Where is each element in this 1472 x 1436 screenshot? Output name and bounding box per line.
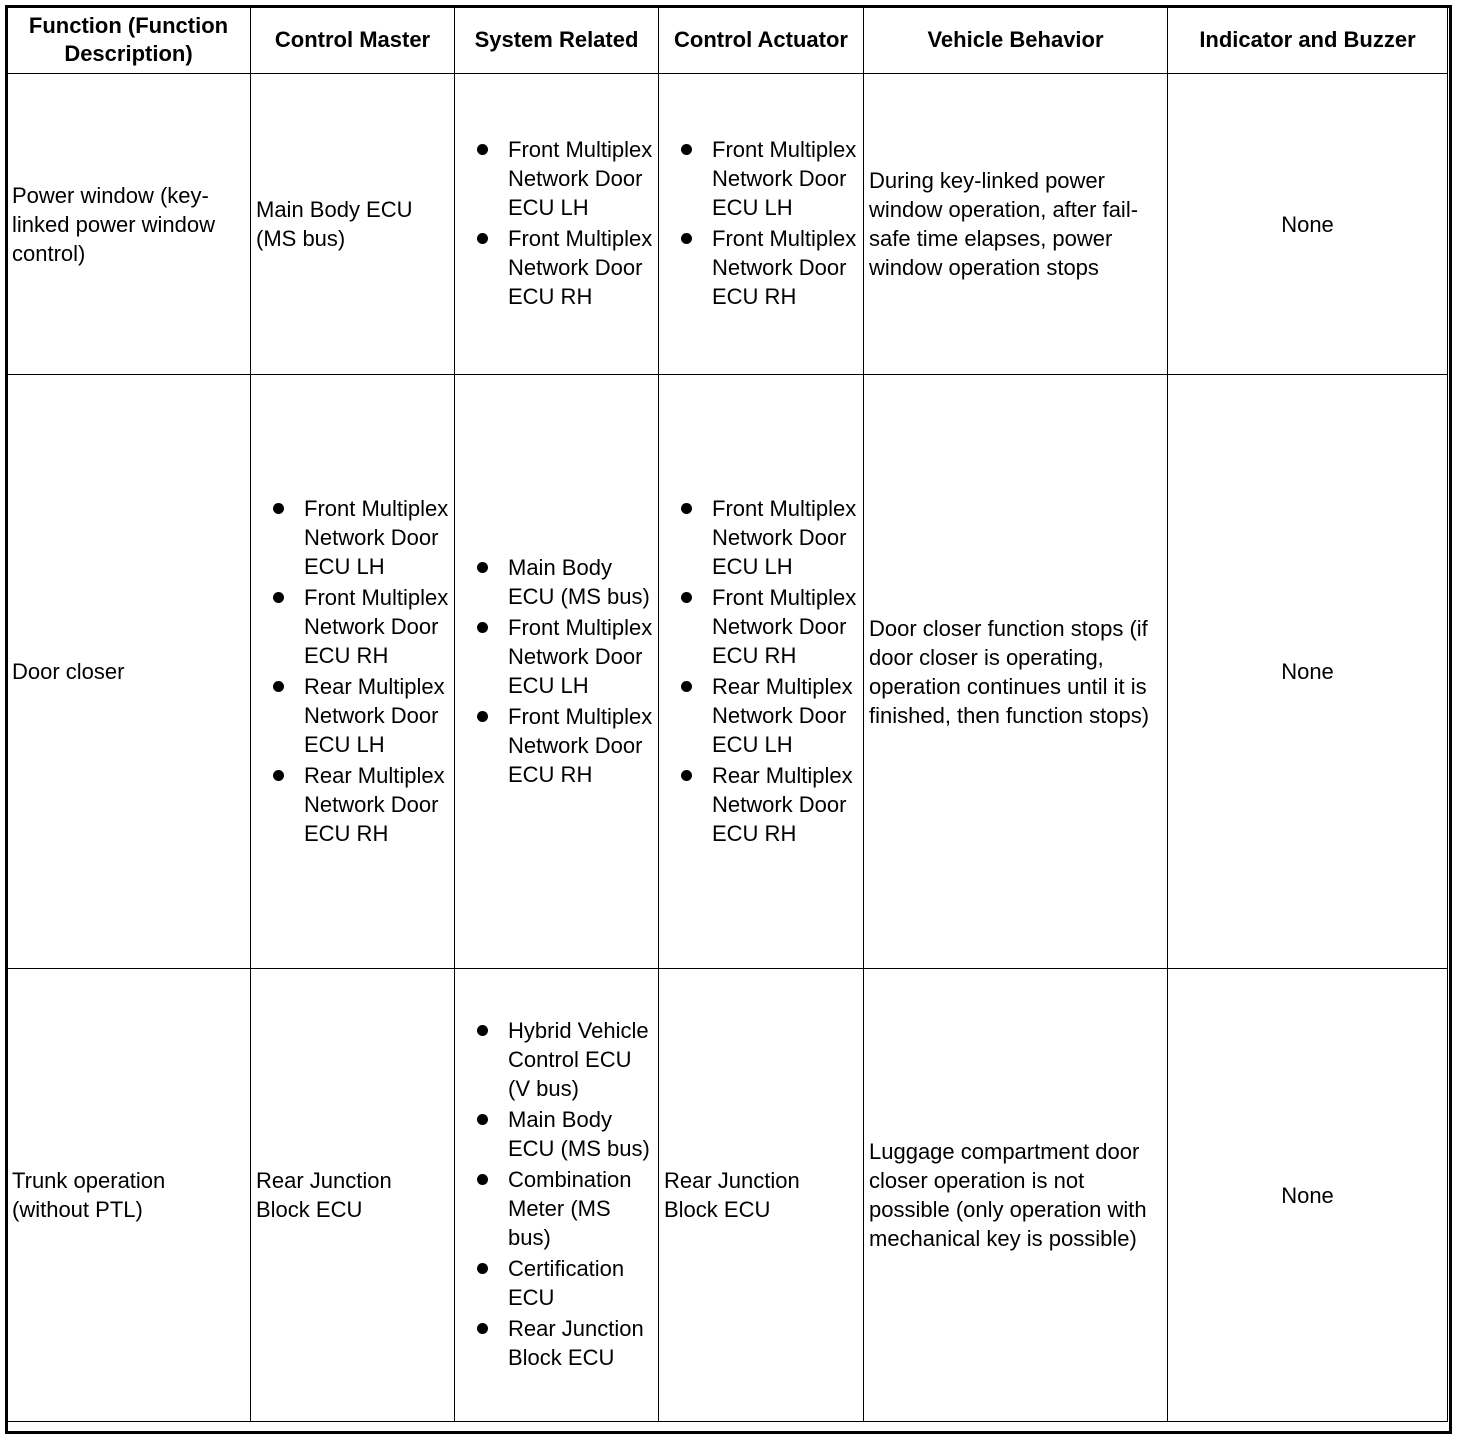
system-related-list	[460, 1016, 653, 1372]
cell-control-master	[251, 375, 455, 969]
cell-system-related	[455, 375, 659, 969]
list-item-text: Combination Meter (MS bus)	[508, 1167, 632, 1250]
list-item-text: Front Multiplex Network Door ECU RH	[508, 226, 653, 309]
bullet-icon	[477, 1263, 488, 1274]
bullet-icon	[681, 592, 692, 603]
bullet-icon	[681, 144, 692, 155]
list-item	[460, 1165, 653, 1252]
header-control-master: Control Master	[251, 7, 455, 74]
list-item	[460, 1016, 653, 1103]
bullet-icon	[477, 1025, 488, 1036]
bullet-icon	[273, 770, 284, 781]
control-actuator-list	[664, 135, 858, 311]
table-row	[7, 969, 1448, 1422]
system-related-list	[460, 553, 653, 789]
list-item	[460, 702, 653, 789]
list-item	[460, 224, 653, 311]
cell-vehicle-behavior: During key-linked power window operation, after fail-safe time elapses, power window operation stops	[864, 74, 1168, 375]
list-item-text: Main Body ECU (MS bus)	[508, 1107, 650, 1161]
list-item-text: Front Multiplex Network Door ECU RH	[508, 703, 653, 787]
header-row	[7, 7, 1448, 74]
list-item	[460, 1314, 653, 1372]
bullet-icon	[477, 562, 488, 573]
control-actuator-list	[664, 494, 858, 848]
list-item	[256, 494, 449, 581]
bullet-icon	[477, 711, 488, 722]
cell-indicator-buzzer: None	[1168, 74, 1448, 375]
list-item	[460, 553, 653, 611]
cell-indicator-buzzer: None	[1168, 969, 1448, 1422]
list-item-text: Certification ECU	[508, 1256, 625, 1310]
list-item-text: Front Multiplex Network Door ECU LH	[508, 614, 653, 698]
bullet-icon	[477, 622, 488, 633]
bullet-icon	[273, 681, 284, 692]
list-item-text: Front Multiplex Network Door ECU LH	[712, 137, 857, 220]
function-table	[6, 6, 1448, 1422]
list-item	[460, 135, 653, 222]
list-item	[664, 224, 858, 311]
cell-control-master: Rear Junction Block ECU	[251, 969, 455, 1422]
bullet-icon	[477, 1323, 488, 1334]
bullet-icon	[273, 592, 284, 603]
list-item	[664, 761, 858, 848]
list-item-text: Front Multiplex Network Door ECU LH	[508, 137, 653, 220]
list-item-text: Main Body ECU (MS bus)	[508, 554, 650, 609]
list-item-text: Front Multiplex Network Door ECU LH	[304, 495, 449, 579]
header-system-related: System Related	[455, 7, 659, 74]
list-item-text: Rear Junction Block ECU	[508, 1316, 644, 1370]
cell-system-related	[455, 74, 659, 375]
list-item-text: Rear Multiplex Network Door ECU LH	[304, 673, 445, 757]
list-item-text: Front Multiplex Network Door ECU RH	[304, 584, 449, 668]
list-item	[664, 135, 858, 222]
list-item	[664, 672, 858, 759]
list-item	[664, 494, 858, 581]
header-vehicle-behavior: Vehicle Behavior	[864, 7, 1168, 74]
control-master-list	[256, 494, 449, 848]
cell-control-actuator	[659, 74, 864, 375]
bullet-icon	[477, 233, 488, 244]
header-indicator-buzzer: Indicator and Buzzer	[1168, 7, 1448, 74]
system-related-list	[460, 135, 653, 311]
cell-vehicle-behavior: Door closer function stops (if door closer is operating, operation continues until it is finished, then function stops)	[864, 375, 1168, 969]
header-function: Function (Function Description)	[7, 7, 251, 74]
list-item	[460, 613, 653, 700]
bullet-icon	[477, 1174, 488, 1185]
cell-vehicle-behavior: Luggage compartment door closer operation is not possible (only operation with mechanical key is possible)	[864, 969, 1168, 1422]
list-item-text: Hybrid Vehicle Control ECU (V bus)	[508, 1018, 649, 1101]
bullet-icon	[273, 503, 284, 514]
cell-control-master: Main Body ECU (MS bus)	[251, 74, 455, 375]
cell-function: Trunk operation (without PTL)	[7, 969, 251, 1422]
list-item	[664, 583, 858, 670]
cell-system-related	[455, 969, 659, 1422]
bullet-icon	[681, 681, 692, 692]
header-control-actuator: Control Actuator	[659, 7, 864, 74]
list-item	[256, 583, 449, 670]
list-item-text: Front Multiplex Network Door ECU RH	[712, 226, 857, 309]
list-item-text: Front Multiplex Network Door ECU RH	[712, 584, 857, 668]
bullet-icon	[477, 1114, 488, 1125]
list-item-text: Front Multiplex Network Door ECU LH	[712, 495, 857, 579]
cell-control-actuator	[659, 375, 864, 969]
table-row	[7, 74, 1448, 375]
list-item-text: Rear Multiplex Network Door ECU LH	[712, 673, 853, 757]
bullet-icon	[681, 770, 692, 781]
cell-function: Power window (key-linked power window control)	[7, 74, 251, 375]
list-item-text: Rear Multiplex Network Door ECU RH	[712, 762, 853, 846]
list-item	[460, 1105, 653, 1163]
list-item-text: Rear Multiplex Network Door ECU RH	[304, 762, 445, 846]
list-item	[460, 1254, 653, 1312]
bullet-icon	[477, 144, 488, 155]
cell-function: Door closer	[7, 375, 251, 969]
bullet-icon	[681, 233, 692, 244]
list-item	[256, 672, 449, 759]
cell-control-actuator: Rear Junction Block ECU	[659, 969, 864, 1422]
bullet-icon	[681, 503, 692, 514]
table-row	[7, 375, 1448, 969]
cell-indicator-buzzer: None	[1168, 375, 1448, 969]
list-item	[256, 761, 449, 848]
